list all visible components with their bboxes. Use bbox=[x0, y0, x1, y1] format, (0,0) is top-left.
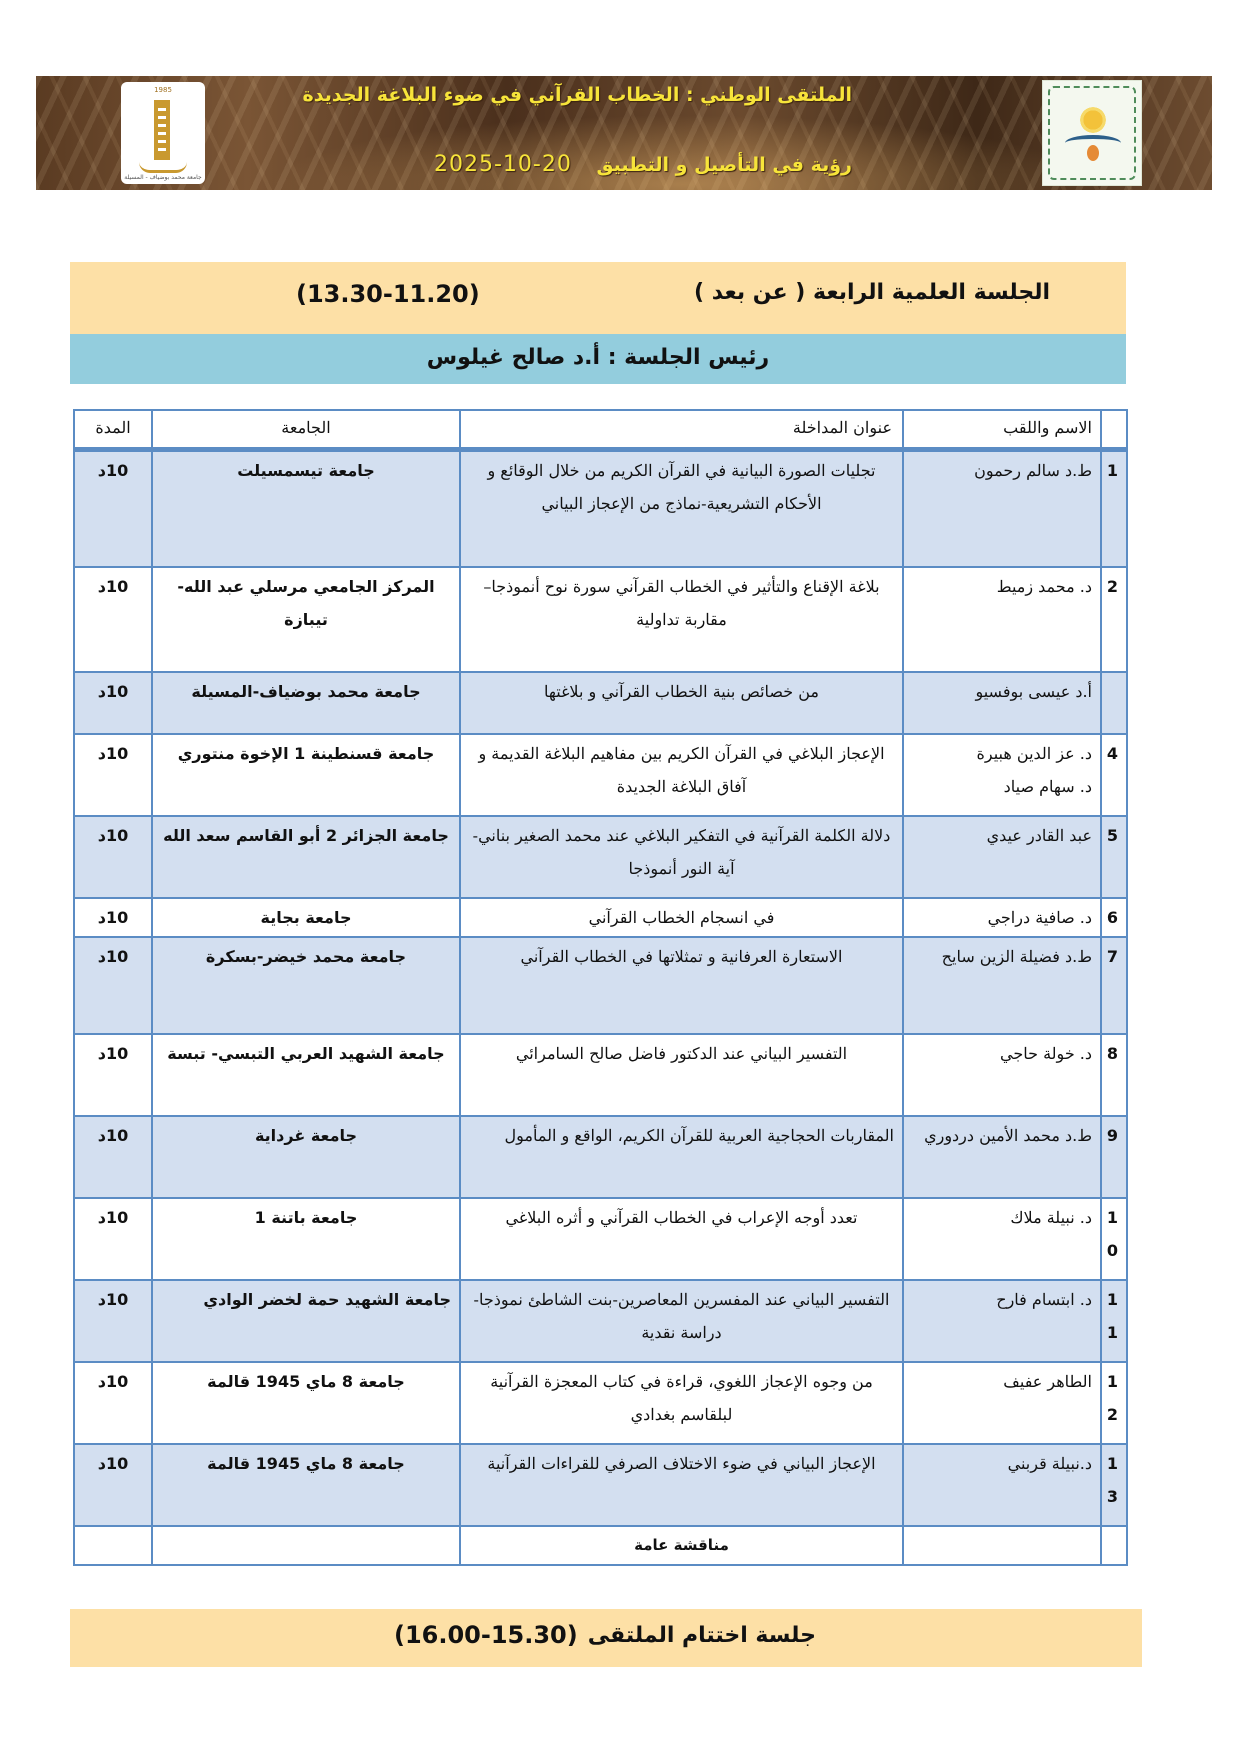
general-discussion: مناقشة عامة bbox=[460, 1526, 903, 1565]
university-logo bbox=[121, 82, 205, 184]
talk-title: دلالة الكلمة القرآنية في التفكير البلاغي عند محمد الصغير بناني-آية النور أنموذجا bbox=[460, 816, 903, 898]
session-title: الجلسة العلمية الرابعة ( عن بعد ) bbox=[694, 280, 1050, 305]
talk-duration: 10د bbox=[74, 1034, 152, 1116]
table-row bbox=[74, 672, 1127, 734]
participant-name: أ.د عيسى بوفسيو bbox=[903, 672, 1101, 734]
row-number bbox=[1101, 1444, 1127, 1526]
row-number: 4 bbox=[1101, 734, 1127, 816]
row-number: 1 bbox=[1101, 450, 1127, 567]
row-number: 8 bbox=[1101, 1034, 1127, 1116]
table-row bbox=[74, 1280, 1127, 1362]
university-name: جامعة قسنطينة 1 الإخوة منتوري bbox=[152, 734, 460, 816]
talk-title: التفسير البياني عند الدكتور فاضل صالح السامرائي bbox=[460, 1034, 903, 1116]
empty-cell bbox=[1101, 1526, 1127, 1565]
university-name: جامعة 8 ماي 1945 قالمة bbox=[152, 1444, 460, 1526]
university-name: جامعة محمد بوضياف-المسيلة bbox=[152, 672, 460, 734]
talk-title: المقاربات الحجاجية العربية للقرآن الكريم، الواقع و المأمول bbox=[460, 1116, 903, 1198]
conference-banner bbox=[36, 76, 1212, 190]
table-row bbox=[74, 937, 1127, 1034]
row-number: 6 bbox=[1101, 898, 1127, 937]
sun-icon bbox=[1078, 105, 1108, 135]
session-header bbox=[70, 262, 1126, 334]
table-row bbox=[74, 816, 1127, 898]
talk-duration: 10د bbox=[74, 1198, 152, 1280]
talk-duration: 10د bbox=[74, 898, 152, 937]
row-number-digit: 0 bbox=[1106, 1240, 1118, 1260]
participant-name: د. محمد زميط bbox=[903, 567, 1101, 672]
table-row bbox=[74, 734, 1127, 816]
university-name: جامعة الشهيد حمة لخضر الوادي bbox=[152, 1280, 460, 1362]
talk-duration: 10د bbox=[74, 450, 152, 567]
banner-title: الملتقى الوطني : الخطاب القرآني في ضوء البلاغة الجديدة bbox=[302, 84, 852, 106]
participant-name: د. ابتسام فارح bbox=[903, 1280, 1101, 1362]
university-name: جامعة تيسمسيلت bbox=[152, 450, 460, 567]
table-row bbox=[74, 1198, 1127, 1280]
talk-duration: 10د bbox=[74, 1116, 152, 1198]
university-name: جامعة محمد خيضر-بسكرة bbox=[152, 937, 460, 1034]
banner-date: 2025-10-20 bbox=[434, 152, 572, 177]
header-duration: المدة bbox=[74, 410, 152, 450]
session-chair: رئيس الجلسة : أ.د صالح غيلوس bbox=[426, 345, 770, 370]
session-time: (13.30-11.20) bbox=[296, 280, 480, 308]
participant-name: د. خولة حاجي bbox=[903, 1034, 1101, 1116]
empty-cell bbox=[74, 1526, 152, 1565]
row-number-digit: 3 bbox=[1106, 1486, 1118, 1506]
talk-title: في انسجام الخطاب القرآني bbox=[460, 898, 903, 937]
row-number bbox=[1101, 1362, 1127, 1444]
row-number-digit: 1 bbox=[1106, 1371, 1118, 1391]
participant-name: عبد القادر عيدي bbox=[903, 816, 1101, 898]
university-name: جامعة غرداية bbox=[152, 1116, 460, 1198]
table-row bbox=[74, 1362, 1127, 1444]
header-university: الجامعة bbox=[152, 410, 460, 450]
table-row bbox=[74, 898, 1127, 937]
closing-title: جلسة اختتام الملتقى bbox=[587, 1623, 816, 1648]
talk-duration: 10د bbox=[74, 672, 152, 734]
talk-duration: 10د bbox=[74, 937, 152, 1034]
talk-title: الإعجاز البلاغي في القرآن الكريم بين مفاهيم البلاغة القديمة و آفاق البلاغة الجديدة bbox=[460, 734, 903, 816]
row-number: 9 bbox=[1101, 1116, 1127, 1198]
table-row bbox=[74, 1444, 1127, 1526]
table-row bbox=[74, 450, 1127, 567]
university-name: المركز الجامعي مرسلي عبد الله- تيبازة bbox=[152, 567, 460, 672]
university-name: جامعة باتنة 1 bbox=[152, 1198, 460, 1280]
header-name: الاسم واللقب bbox=[903, 410, 1101, 450]
table-row bbox=[74, 567, 1127, 672]
program-table bbox=[73, 409, 1128, 1566]
participant-name: ط.د فضيلة الزين سايح bbox=[903, 937, 1101, 1034]
participant-name: ط.د سالم رحمون bbox=[903, 450, 1101, 567]
row-number-digit: 2 bbox=[1106, 1404, 1118, 1424]
logo-year: 1985 bbox=[154, 86, 172, 94]
empty-cell bbox=[152, 1526, 460, 1565]
table-row bbox=[74, 1034, 1127, 1116]
university-name: جامعة الجزائر 2 أبو القاسم سعد الله bbox=[152, 816, 460, 898]
row-number bbox=[1101, 1198, 1127, 1280]
participant-name: د. عز الدين هبيرة د. سهام صياد bbox=[903, 734, 1101, 816]
talk-title: تجليات الصورة البيانية في القرآن الكريم من خلال الوقائع و الأحكام التشريعية-نماذج من الإعجاز البياني bbox=[460, 450, 903, 567]
logo-caption: جامعة محمد بوضياف - المسيلة bbox=[124, 174, 202, 181]
session-chair-bar bbox=[70, 334, 1126, 384]
row-number bbox=[1101, 672, 1127, 734]
talk-duration: 10د bbox=[74, 1362, 152, 1444]
row-number: 5 bbox=[1101, 816, 1127, 898]
row-number-digit: 1 bbox=[1106, 1289, 1118, 1309]
participant-name: الطاهر عفيف bbox=[903, 1362, 1101, 1444]
banner-subtitle: رؤية في التأصيل و التطبيق bbox=[596, 154, 852, 176]
row-number-digit: 1 bbox=[1106, 1207, 1118, 1227]
closing-session-bar bbox=[70, 1609, 1142, 1667]
table-header-row bbox=[74, 410, 1127, 450]
talk-title: الاستعارة العرفانية و تمثلاتها في الخطاب القرآني bbox=[460, 937, 903, 1034]
talk-title: بلاغة الإقناع والتأثير في الخطاب القرآني سورة نوح أنموذجا– مقاربة تداولية bbox=[460, 567, 903, 672]
row-number-digit: 1 bbox=[1106, 1453, 1118, 1473]
table-row bbox=[74, 1116, 1127, 1198]
talk-duration: 10د bbox=[74, 1444, 152, 1526]
row-number: 2 bbox=[1101, 567, 1127, 672]
lab-logo bbox=[1042, 80, 1142, 186]
talk-title: تعدد أوجه الإعراب في الخطاب القرآني و أثره البلاغي bbox=[460, 1198, 903, 1280]
university-name: جامعة 8 ماي 1945 قالمة bbox=[152, 1362, 460, 1444]
talk-duration: 10د bbox=[74, 1280, 152, 1362]
university-name: جامعة بجاية bbox=[152, 898, 460, 937]
participant-name: د. صافية دراجي bbox=[903, 898, 1101, 937]
participant-name: ط.د محمد الأمين دردوري bbox=[903, 1116, 1101, 1198]
row-number-digit: 1 bbox=[1106, 1322, 1118, 1342]
tower-icon bbox=[154, 100, 170, 160]
empty-cell bbox=[903, 1526, 1101, 1565]
talk-title: من وجوه الإعجاز اللغوي، قراءة في كتاب المعجزة القرآنية لبلقاسم بغدادي bbox=[460, 1362, 903, 1444]
talk-title: الإعجاز البياني في ضوء الاختلاف الصرفي للقراءات القرآنية bbox=[460, 1444, 903, 1526]
talk-title: من خصائص بنية الخطاب القرآني و بلاغتها bbox=[460, 672, 903, 734]
discussion-row bbox=[74, 1526, 1127, 1565]
closing-time: (16.00-15.30) bbox=[394, 1621, 578, 1649]
header-number bbox=[1101, 410, 1127, 450]
talk-duration: 10د bbox=[74, 816, 152, 898]
participant-name: د.نبيلة قربني bbox=[903, 1444, 1101, 1526]
row-number: 7 bbox=[1101, 937, 1127, 1034]
row-number bbox=[1101, 1280, 1127, 1362]
university-name: جامعة الشهيد العربي التبسي- تبسة bbox=[152, 1034, 460, 1116]
open-book-icon bbox=[139, 162, 187, 173]
talk-title: التفسير البياني عند المفسرين المعاصرين-بنت الشاطئ نموذجا-دراسة نقدية bbox=[460, 1280, 903, 1362]
talk-duration: 10د bbox=[74, 567, 152, 672]
drop-icon bbox=[1087, 145, 1099, 161]
talk-duration: 10د bbox=[74, 734, 152, 816]
participant-name: د. نبيلة ملاك bbox=[903, 1198, 1101, 1280]
header-title: عنوان المداخلة bbox=[460, 410, 903, 450]
